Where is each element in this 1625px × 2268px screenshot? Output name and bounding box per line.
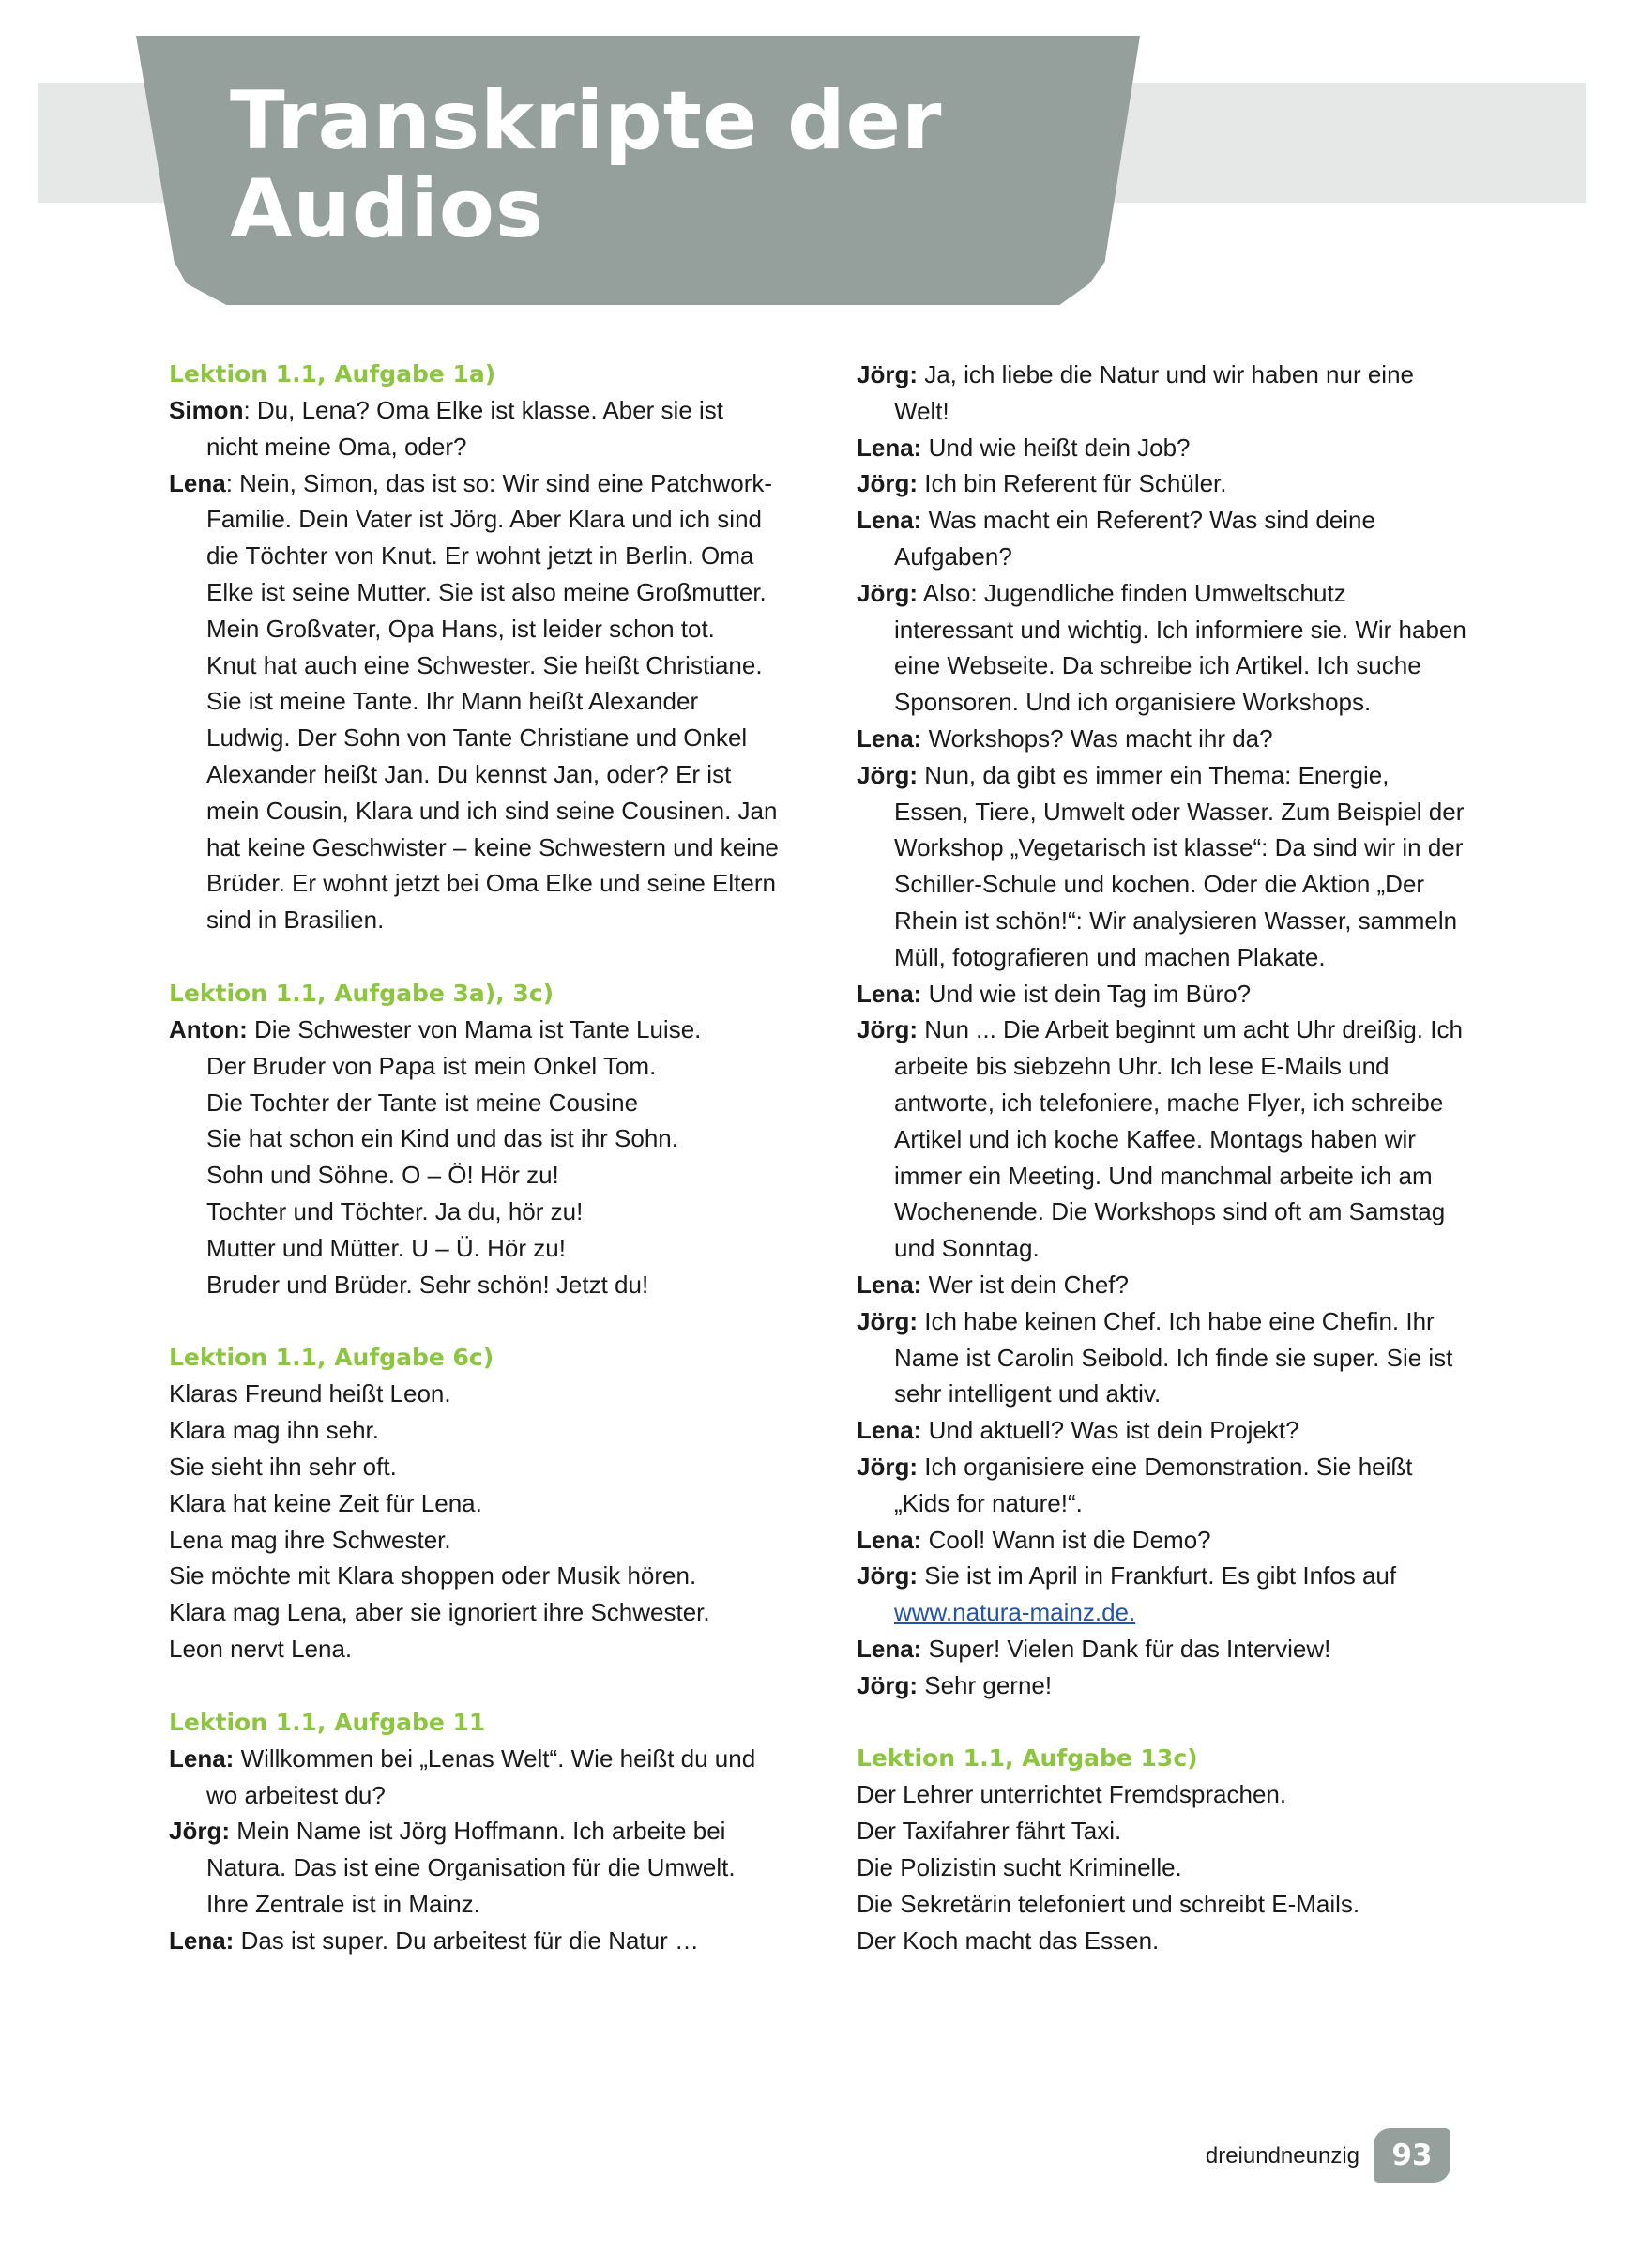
dialogue-line <box>169 1813 779 1922</box>
section-aufgabe-3a-3c <box>169 976 779 1302</box>
text-line: Lena mag ihre Schwester. <box>169 1525 451 1554</box>
speaker-name: Jörg: <box>857 1015 918 1044</box>
dialogue-line <box>169 465 779 647</box>
section-heading: Lektion 1.1, Aufgabe 1a) <box>169 360 496 388</box>
verse-line: Tochter und Töchter. Ja du, hör zu! <box>206 1196 584 1225</box>
right-column <box>857 357 1466 1996</box>
dialogue-line <box>169 1741 779 1814</box>
dialogue-text: : Nein, Simon, das ist so: Wir sind eine Patchwork-Familie. Dein Vater ist Jörg. Aber Klara und ich sind die Töchter von Knut. Er wohnt jetzt in Berlin. Oma Elke ist seine Mutter. Sie ist also meine Großmutter. Mein Großvater, Opa Hans, ist leider schon tot. <box>206 468 773 643</box>
dialogue-line <box>857 430 1466 466</box>
verse-line: Bruder und Brüder. Sehr schön! Jetzt du! <box>206 1270 649 1299</box>
dialogue-line <box>857 721 1466 757</box>
speaker-name: Jörg: <box>857 1561 918 1591</box>
dialogue-text: Sie ist im April in Frankfurt. Es gibt Infos auf <box>918 1561 1397 1591</box>
dialogue-line <box>169 1923 779 1959</box>
text-line: Klara mag ihn sehr. <box>169 1416 380 1445</box>
dialogue-text: Die Schwester von Mama ist Tante Luise. <box>247 1014 702 1043</box>
dialogue-line <box>857 1631 1466 1667</box>
page-number-badge: 93 <box>1374 2128 1450 2183</box>
speaker-name: Lena: <box>857 506 922 535</box>
dialogue-text: Workshops? Was macht ihr da? <box>921 723 1273 753</box>
dialogue-line <box>857 357 1466 430</box>
speaker-name: Jörg: <box>857 1670 918 1699</box>
speaker-name: Lena: <box>857 1416 922 1445</box>
text-line: Der Koch macht das Essen. <box>857 1926 1160 1955</box>
speaker-name: Jörg: <box>857 578 918 607</box>
speaker-name: Lena: <box>857 1525 922 1554</box>
text-line: Sie sieht ihn sehr oft. <box>169 1452 397 1481</box>
speaker-name: Lena: <box>857 433 922 462</box>
speaker-name: Jörg: <box>857 360 918 388</box>
text-line: Klara mag Lena, aber sie ignoriert ihre Schwester. <box>169 1598 710 1627</box>
page-title-line-1: Transkripte der <box>230 74 943 168</box>
text-line: Der Taxifahrer fährt Taxi. <box>857 1817 1122 1846</box>
speaker-name: Jörg: <box>857 1452 918 1481</box>
dialogue-line <box>169 392 779 465</box>
section-aufgabe-1a <box>169 357 779 938</box>
dialogue-text: Ja, ich liebe die Natur und wir haben nur eine Welt! <box>894 360 1414 425</box>
dialogue-text: Wer ist dein Chef? <box>921 1270 1129 1299</box>
dialogue-line <box>857 1267 1466 1303</box>
dialogue-line <box>857 502 1466 575</box>
speaker-name: Lena: <box>169 1926 235 1955</box>
left-column <box>169 357 779 1996</box>
dialogue-line <box>857 1667 1466 1704</box>
dialogue-line <box>857 465 1466 502</box>
dialogue-text: Nun, da gibt es immer ein Thema: Energie, Essen, Tiere, Umwelt oder Wasser. Zum Beispiel der Workshop „Vegetarisch ist klasse“: Da sind wir in der Schiller-Schule und kochen. Oder die Aktion „Der Rhein ist schön!“: Wir analysieren Wasser, sammeln Müll, fotografieren und machen Plakate. <box>894 760 1465 971</box>
speaker-name: Jörg: <box>169 1817 230 1846</box>
dialogue-line <box>857 1012 1466 1267</box>
dialogue-text: Cool! Wann ist die Demo? <box>921 1525 1211 1554</box>
dialogue-text: Das ist super. Du arbeitest für die Natur … <box>234 1926 699 1955</box>
verse-line: Mutter und Mütter. U – Ü. Hör zu! <box>206 1233 566 1262</box>
dialogue-line <box>857 1522 1466 1559</box>
section-aufgabe-6c <box>169 1340 779 1667</box>
dialogue-text: Und aktuell? Was ist dein Projekt? <box>921 1416 1299 1445</box>
dialogue-text: Und wie ist dein Tag im Büro? <box>921 979 1252 1008</box>
speaker-name: Jörg: <box>857 469 918 498</box>
page-title <box>230 74 943 256</box>
dialogue-line <box>857 1303 1466 1412</box>
dialogue-text: Nun ... Die Arbeit beginnt um acht Uhr dreißig. Ich arbeite bis siebzehn Uhr. Ich lese E-Mails und antworte, ich telefoniere, mache Flyer, ich schreibe Artikel und ich koche Kaffee. Montags haben wir immer ein Meeting. Und manchmal arbeite ich am Wochenende. Die Workshops sind oft am Samstag und Sonntag. <box>894 1015 1463 1263</box>
dialogue-text: Ich habe keinen Chef. Ich habe eine Chefin. Ihr Name ist Carolin Seibold. Ich finde sie super. Sie ist sehr intelligent und aktiv. <box>894 1306 1453 1408</box>
text-line: Sie möchte mit Klara shoppen oder Musik hören. <box>169 1561 697 1591</box>
dialogue-line <box>857 757 1466 976</box>
section-heading: Lektion 1.1, Aufgabe 6c) <box>169 1344 494 1372</box>
dialogue-line <box>857 1449 1466 1522</box>
section-interview-continued <box>857 357 1466 1703</box>
page-number-word: dreiundneunzig <box>1205 2143 1359 2169</box>
dialogue-line <box>857 1558 1466 1631</box>
speaker-name: Jörg: <box>857 760 918 789</box>
speaker-name: Lena: <box>857 723 922 753</box>
text-line: Leon nervt Lena. <box>169 1634 353 1663</box>
dialogue-text: Was macht ein Referent? Was sind deine Aufgaben? <box>894 506 1375 571</box>
dialogue-line <box>169 1012 779 1048</box>
dialogue-text: Ich organisiere eine Demonstration. Sie heißt „Kids for nature!“. <box>894 1452 1413 1517</box>
dialogue-text: Sehr gerne! <box>918 1670 1053 1699</box>
dialogue-text: Super! Vielen Dank für das Interview! <box>921 1634 1331 1663</box>
text-line: Klara hat keine Zeit für Lena. <box>169 1488 482 1517</box>
verse-line: Sohn und Söhne. O – Ö! Hör zu! <box>206 1161 559 1190</box>
verse-line: Sie hat schon ein Kind und das ist ihr Sohn. <box>206 1124 678 1153</box>
dialogue-line <box>857 1412 1466 1449</box>
dialogue-text: Also: Jugendliche finden Umweltschutz interessant und wichtig. Ich informiere sie. Wir haben eine Webseite. Da schreibe ich Artikel. Ich suche Sponsoren. Und ich organisiere Workshops. <box>894 578 1466 717</box>
text-line: Der Lehrer unterrichtet Fremdsprachen. <box>857 1780 1287 1809</box>
speaker-name: Simon <box>169 396 244 424</box>
dialogue-text: Und wie heißt dein Job? <box>921 433 1191 462</box>
dialogue-line <box>857 976 1466 1012</box>
section-aufgabe-13c <box>857 1741 1466 1958</box>
speaker-name: Lena: <box>169 1743 235 1773</box>
speaker-name: Jörg: <box>857 1306 918 1335</box>
section-heading: Lektion 1.1, Aufgabe 3a), 3c) <box>169 979 554 1007</box>
dialogue-continuation: Knut hat auch eine Schwester. Sie heißt Christiane. Sie ist meine Tante. Ihr Mann heißt Alexander Ludwig. Der Sohn von Tante Christiane und Onkel Alexander heißt Jan. Du kennst Jan, oder? Er ist mein Cousin, Klara und ich sind seine Cousinen. Jan hat keine Geschwister – keine Schwestern und keine Brüder. Er wohnt jetzt bei Oma Elke und seine Eltern sind in Brasilien. <box>206 650 779 935</box>
dialogue-line <box>857 575 1466 721</box>
page-title-line-2: Audios <box>230 162 545 256</box>
verse-line: Die Tochter der Tante ist meine Cousine <box>206 1088 639 1117</box>
text-line: Die Sekretärin telefoniert und schreibt E-Mails. <box>857 1889 1360 1918</box>
speaker-name: Lena: <box>857 1634 922 1663</box>
text-line: Klaras Freund heißt Leon. <box>169 1379 451 1408</box>
text-line: Die Polizistin sucht Kriminelle. <box>857 1853 1182 1882</box>
verse-line: Der Bruder von Papa ist mein Onkel Tom. <box>206 1051 657 1080</box>
dialogue-text: Willkommen bei „Lenas Welt“. Wie heißt du und wo arbeitest du? <box>206 1743 756 1809</box>
speaker-name: Lena: <box>857 1270 922 1299</box>
speaker-name: Lena: <box>857 979 922 1008</box>
speaker-name: Lena <box>169 468 226 497</box>
website-link[interactable]: www.natura-mainz.de. <box>894 1598 1136 1627</box>
section-aufgabe-11 <box>169 1705 779 1959</box>
dialogue-text: Mein Name ist Jörg Hoffmann. Ich arbeite bei Natura. Das ist eine Organisation für die Umwelt. Ihre Zentrale ist in Mainz. <box>206 1817 736 1918</box>
dialogue-text: Ich bin Referent für Schüler. <box>918 469 1227 498</box>
speaker-name: Anton: <box>169 1014 248 1043</box>
dialogue-text: : Du, Lena? Oma Elke ist klasse. Aber sie ist nicht meine Oma, oder? <box>206 396 724 461</box>
section-heading: Lektion 1.1, Aufgabe 13c) <box>857 1744 1198 1773</box>
section-heading: Lektion 1.1, Aufgabe 11 <box>169 1708 486 1736</box>
